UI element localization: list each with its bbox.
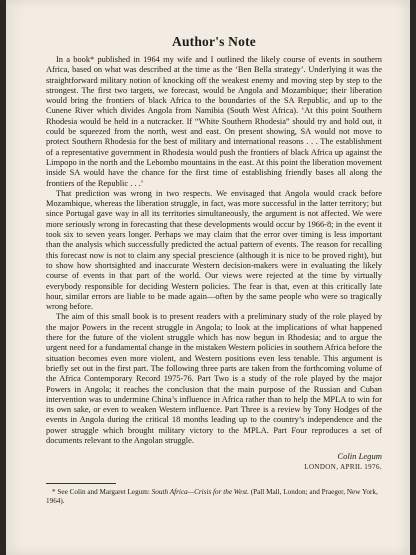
footnote-book-title: South Africa—Crisis for the West. [151, 488, 249, 497]
page-title: Author's Note [172, 34, 256, 49]
footnote-marker: * See Colin and Margaret Legum: [52, 488, 152, 497]
author-name: Colin Legum [337, 451, 382, 462]
paragraph-1: In a book* published in 1964 my wife and I outlined the likely course of events in southern Africa, based on what was described at the time as the ‘Ben Bella strategy’. Underlying it was the straightforward military notion of knocking off the weakest enemy and moving step by step to the strongest. The first two targets, we forecast, would be Angola and Mozambique; their liberation would bring the frontiers of black Africa to the boundaries of the SA Republic, and up to the Cunene River which divides Angola from Namibia (South West Africa). ‘At this point Southern Rhodesia would be held in a nutcracker. If “White Southern Rhodesia” should try and hold out, it could be squeezed from the north, west and east. On present showing, SA would not move to protect Southern Rhodesia for the best of military and international reasons . . . The establishment of a representative government in Rhodesia would push the frontiers of black Africa up against the Limpopo in the north and the Lebombo mountains in the east. At this point the liberation movement inside SA would have the chance for the first time of establishing friendly bases all along the frontiers of the Republic . . .’ [46, 55, 382, 188]
footnote [46, 488, 382, 506]
place-date: LONDON, APRIL 1976. [304, 463, 382, 472]
paragraph-3: The aim of this small book is to present readers with a preliminary study of the role played by the major Powers in the recent struggle in Angola; to look at the implications of what happened there for the future of the violent struggle which has now begun in Rhodesia; and to argue the urgent need for a fundamental change in the mistaken Western policies in southern Africa before the situation becomes even more violent, and Western positions even less tenable. This argument is briefly set out in the first part. The following three parts are taken from the forthcoming volume of the Africa Contemporary Record 1975-76. Part Two is a study of the role played by the major Powers in Angola; it reaches the conclusion that the main purpose of the Russian and Cuban intervention was to undermine China’s influence in Africa rather than to help the MPLA to win for its own sake, or even to weaken Western influence. Part Three is a review by Tony Hodges of the events in Angola during the critical 18 months leading up to the country’s independence and the power struggle which brought military victory to the MPLA. Part Four reproduces a set of documents relevant to the Angolan struggle. [46, 312, 382, 445]
footnote-publisher: (Pall Mall, London; and Praeger, New York, 1964). [46, 488, 378, 506]
book-page [6, 0, 410, 555]
footnote-rule [46, 483, 116, 484]
signature-block [46, 451, 382, 473]
paragraph-2: That prediction was wrong in two respects. We envisaged that Angola would crack before Mozambique, whereas the liberation struggle, in fact, was more successful in the latter territory; but since Portugal gave way in all its territories simultaneously, the argument is not affected. We were more seriously wrong in forecasting that these developments would occur by 1966-8; in the event it took six to seven years longer. Perhaps we may claim that the error over timing is less important than the analysis which successfully predicted the actual pattern of events. The reason for recalling this forecast now is not to claim any special prescience (although it is nice to be proved right), but to show how shortsighted and inaccurate Western decision-makers were in evaluating the likely course of events in that part of the world. Our views were rejected at the time by virtually everybody responsible for deciding Western policies. The fear is that, even at this critically late hour, similar errors are liable to be made again—often by the same people who were so tragically wrong before. [46, 188, 382, 312]
